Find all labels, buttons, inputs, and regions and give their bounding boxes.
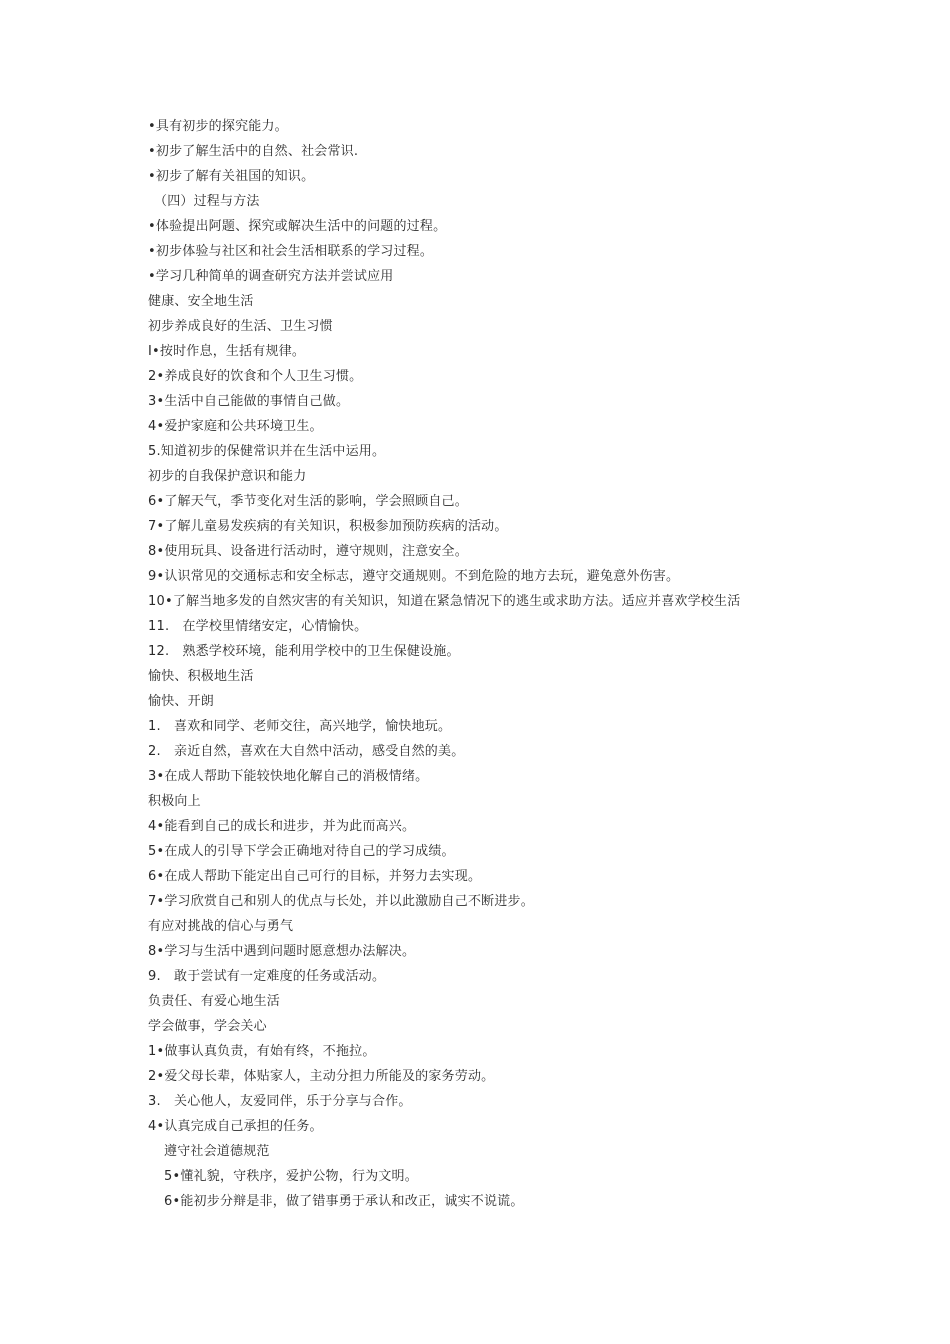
list-item: 6•了解天气，季节变化对生活的影响，学会照顾自己。 [148,494,468,509]
list-item: 5•懂礼貌，守秩序，爱护公物，行为文明。 [164,1169,418,1184]
list-item: 2•养成良好的饮食和个人卫生习惯。 [148,369,363,384]
subsection-heading: 初步养成良好的生活、卫生习惯 [148,319,333,334]
list-item: 5.知道初步的保健常识并在生活中运用。 [148,444,386,459]
list-item: 10•了解当地多发的自然灾害的有关知识，知道在紧急情况下的逃生或求助方法。适应并喜欢学校生活 [148,594,741,609]
list-item: 7•学习欣赏自己和别人的优点与长处，并以此激励自己不断进步。 [148,894,534,909]
subsection-heading: 有应对挑战的信心与勇气 [148,919,294,934]
list-item: 4•爱护家庭和公共环境卫生。 [148,419,323,434]
list-item: I•按时作息，生括有规律。 [148,344,306,359]
list-item: 4•能看到自己的成长和进步，并为此而高兴。 [148,819,416,834]
list-item: 12. 熟悉学校环境，能利用学校中的卫生保健设施。 [148,644,460,659]
text-line: •体验提出阿题、探究或解决生活中的问题的过程。 [148,219,447,234]
list-item: 2. 亲近自然，喜欢在大自然中活动，感受自然的美。 [148,744,465,759]
section-heading: （四）过程与方法 [154,194,260,209]
subsection-heading: 学会做事，学会关心 [148,1019,267,1034]
list-item: 11. 在学校里情绪安定，心情愉快。 [148,619,368,634]
list-item: 7•了解儿童易发疾病的有关知识，积极参加预防疾病的活动。 [148,519,508,534]
section-heading: 健康、安全地生活 [148,294,254,309]
subsection-heading: 积极向上 [148,794,201,809]
list-item: 4•认真完成自己承担的任务。 [148,1119,323,1134]
subsection-heading: 初步的自我保护意识和能力 [148,469,307,484]
list-item: 8•学习与生活中遇到问题时愿意想办法解决。 [148,944,416,959]
list-item: 1•做事认真负责，有始有终，不拖拉。 [148,1044,376,1059]
list-item: 3•在成人帮助下能较快地化解自己的消极情绪。 [148,769,429,784]
text-line: •初步了解生活中的自然、社会常识. [148,144,359,159]
text-line: •初步体验与社区和社会生活相联系的学习过程。 [148,244,434,259]
text-line: •具有初步的探究能力。 [148,119,288,134]
list-item: 9•认识常见的交通标志和安全标志，遵守交通规则。不到危险的地方去玩，避兔意外伤害。 [148,569,680,584]
list-item: 8•使用玩具、设备进行活动时，遵守规则，注意安全。 [148,544,468,559]
list-item: 9. 敢于尝试有一定难度的任务或活动。 [148,969,386,984]
list-item: 3. 关心他人，友爱同伴，乐于分享与合作。 [148,1094,412,1109]
list-item: 3•生活中自己能做的事情自己做。 [148,394,350,409]
text-line: •学习几种简单的调查研究方法并尝试应用 [148,269,394,284]
subsection-heading: 遵守社会道德规范 [164,1144,270,1159]
list-item: 6•在成人帮助下能定出自己可行的目标，并努力去实现。 [148,869,482,884]
list-item: 5•在成人的引导下学会正确地对待自己的学习成绩。 [148,844,455,859]
list-item: 2•爱父母长辈，体贴家人，主动分担力所能及的家务劳动。 [148,1069,495,1084]
document-body [148,114,888,1214]
section-heading: 负责任、有爱心地生活 [148,994,281,1009]
text-line: •初步了解有关祖国的知识。 [148,169,315,184]
list-item: 1. 喜欢和同学、老师交往，高兴地学，愉快地玩。 [148,719,452,734]
list-item: 6•能初步分辩是非，做了错事勇于承认和改正，诚实不说谎。 [164,1194,524,1209]
section-heading: 愉快、积极地生活 [148,669,254,684]
subsection-heading: 愉快、开朗 [148,694,215,709]
